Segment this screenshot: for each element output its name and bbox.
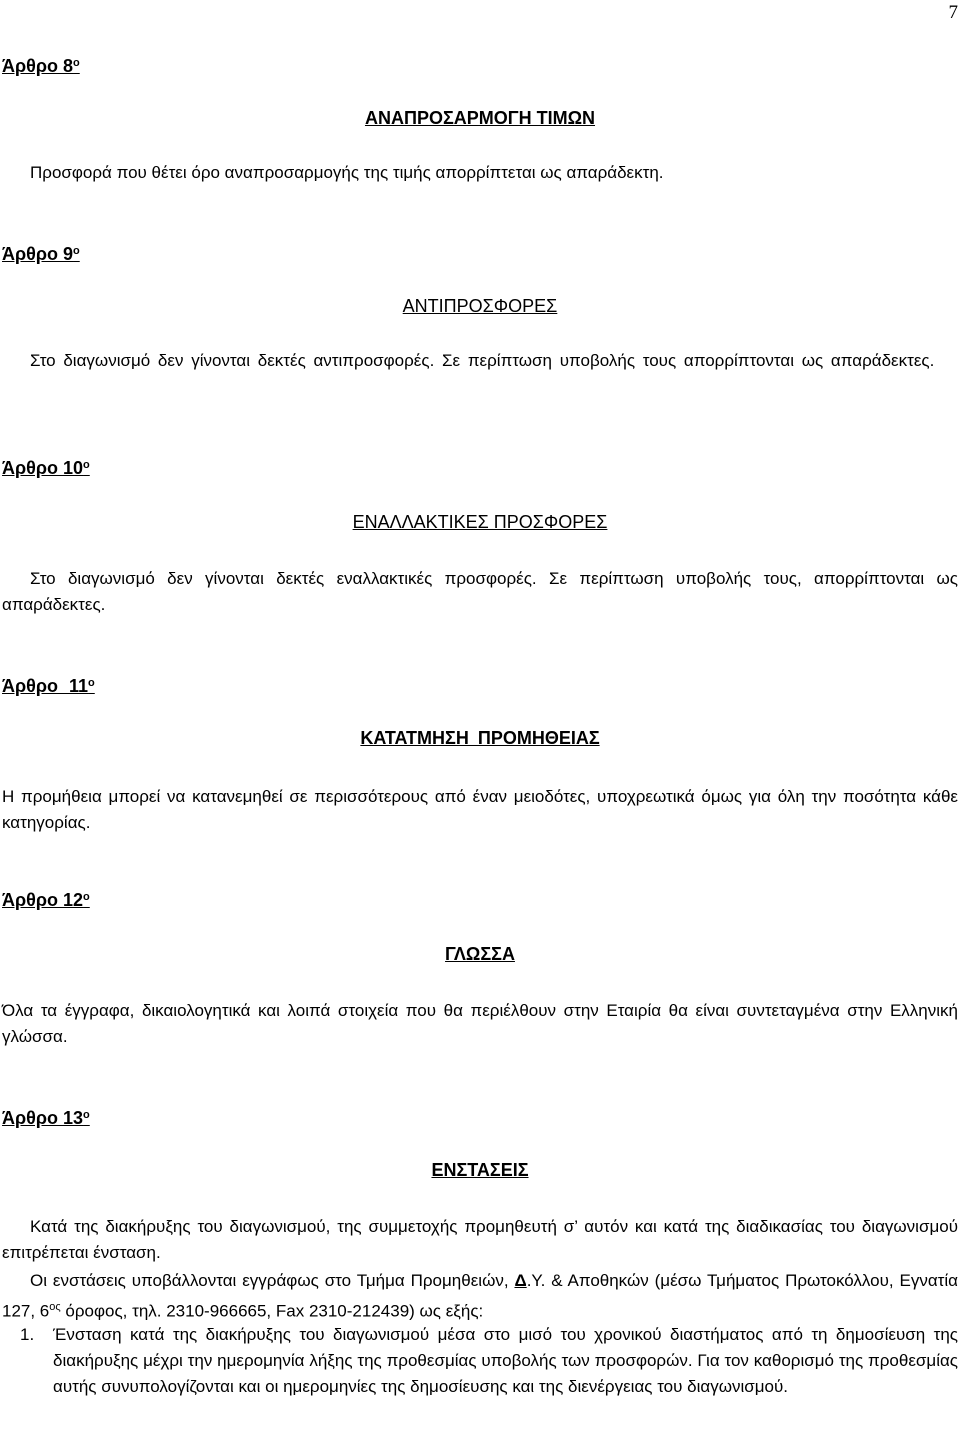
article-10-body: Στο διαγωνισμό δεν γίνονται δεκτές εναλλακτικές προσφορές. Σε περίπτωση υποβολής τους, απορρίπτονται ως απαράδεκτες. [2, 569, 958, 614]
article-11-heading: Άρθρο $11^o$ [2, 676, 95, 696]
article-8-heading: Άρθρο $8^o$ [2, 56, 80, 76]
list-text: Ένσταση κατά της διακήρυξης του διαγωνισμού μέσα στο μισό του χρονικού διαστήματος από τη δημοσίευση της διακήρυξης μέχρι την ημερομηνία λήξης της προθεσμίας υποβολής των προσφορών. Για τον καθορισμό της προθεσμίας αυτής συνυπολογίζονται και οι ημερομηνίες της δημοσίευσης και της διενέργειας του διαγωνισμού. [53, 1325, 958, 1396]
article-12-body: Όλα τα έγγραφα, δικαιολογητικά και λοιπά στοιχεία που θα περιέλθουν στην Εταιρία θα είναι συντεταγμένα στην Ελληνική γλώσσα. [2, 1001, 958, 1046]
article-10-heading: Άρθρο $10^o$ [2, 458, 90, 478]
article-12-title: ΓΛΩΣΣΑ [445, 944, 515, 964]
article-9-heading: Άρθρο $9^o$ [2, 244, 80, 264]
article-10-title: ΕΝΑΛΛΑΚΤΙΚΕΣ ΠΡΟΣΦΟΡΕΣ [352, 512, 608, 532]
page-number: 7 [948, 2, 958, 23]
article-12-heading: Άρθρο $12^o$ [2, 890, 90, 910]
list-number: 1. [20, 1325, 35, 1344]
article-11-title: ΚΑΤΑΤΜΗΣΗ ΠΡΟΜΗΘΕΙΑΣ [360, 728, 600, 748]
article-9-body: Στο διαγωνισμό δεν γίνονται δεκτές αντιπροσφορές. Σε περίπτωση υποβολής τους απορρίπτονται ως απαράδεκτες. [30, 351, 935, 370]
article-13-title: ΕΝΣΤΑΣΕΙΣ [431, 1160, 529, 1180]
article-8-title: ΑΝΑΠΡΟΣΑΡΜΟΓΗ ΤΙΜΩΝ [364, 108, 596, 128]
article-13-body: Κατά της διακήρυξης του διαγωνισμού, της συμμετοχής προμηθευτή σ’ αυτόν και κατά της διαδικασίας του διαγωνισμού επιτρέπεται ένσταση. [2, 1217, 958, 1262]
article-8-body: Προσφορά που θέτει όρο αναπροσαρμογής της τιμής απορρίπτεται ως απαράδεκτη. [30, 163, 664, 182]
article-13-body-2: Οι ενστάσεις υποβάλλονται εγγράφως στο Τμήμα Προμηθειών, Δ.Υ. & Αποθηκών (μέσω Τμήματος Πρωτοκόλλου, Εγνατία 127, $6^{o\varsigma}$ όροφος, τηλ. 2310-966665, Fax 2310-212439) ως εξής: [2, 1271, 958, 1321]
article-13-list-item [20, 1322, 958, 1400]
article-13-heading: Άρθρο $13^o$ [2, 1108, 90, 1128]
article-9-title: ΑΝΤΙΠΡΟΣΦΟΡΕΣ [402, 296, 558, 316]
article-11-body: Η προμήθεια μπορεί να κατανεμηθεί σε περισσότερους από έναν μειοδότες, υποχρεωτικά όμως για όλη την ποσότητα κάθε κατηγορίας. [2, 787, 958, 832]
